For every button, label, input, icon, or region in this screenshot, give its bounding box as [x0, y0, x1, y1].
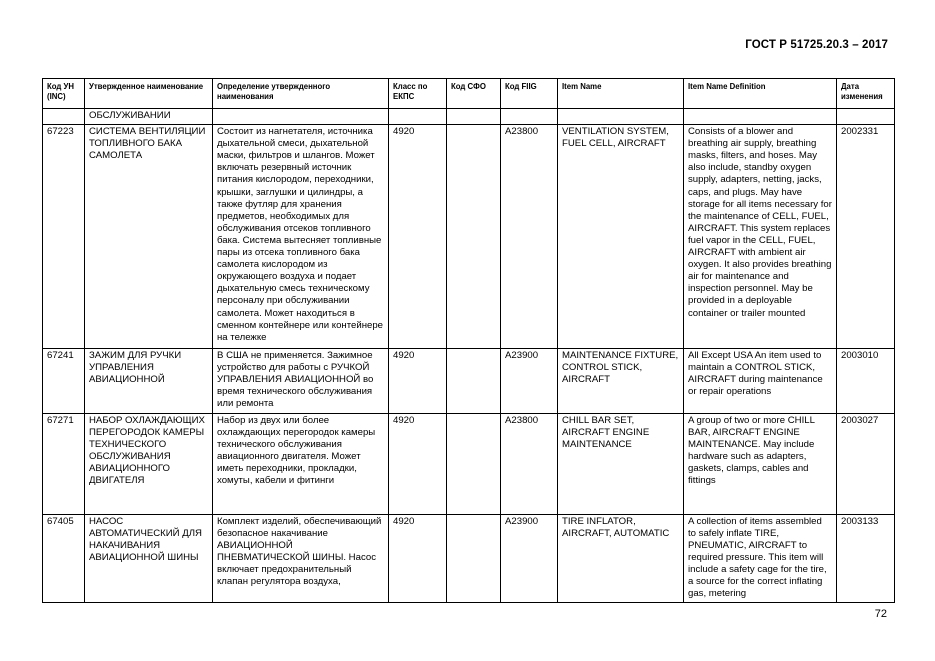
table-row	[43, 125, 895, 349]
cell-item-name: MAINTENANCE FIXTURE, CONTROL STICK, AIRCRAFT	[558, 349, 684, 413]
cell-inc: 67241	[43, 349, 85, 413]
cell-item-name: VENTILATION SYSTEM, FUEL CELL, AIRCRAFT	[558, 125, 684, 349]
column-header-date: Дата изменения	[837, 79, 895, 109]
cell-sfo	[447, 349, 501, 413]
cell-date: 2002331	[837, 125, 895, 349]
cell-inc: 67405	[43, 514, 85, 603]
cell-item-definition: A group of two or more CHILL BAR, AIRCRAFT ENGINE MAINTENANCE. May include hardware such as adapters, gaskets, clamps, cables and fittings	[684, 413, 837, 514]
column-header-definition: Определение утвержденного наименования	[213, 79, 389, 109]
column-header-item-definition: Item Name Definition	[684, 79, 837, 109]
page-number: 72	[874, 608, 887, 620]
cell-approved-name: ЗАЖИМ ДЛЯ РУЧКИ УПРАВЛЕНИЯ АВИАЦИОННОЙ	[85, 349, 213, 413]
cell-fiig: A23900	[501, 349, 558, 413]
cell-fiig: A23800	[501, 413, 558, 514]
catalog-table	[42, 78, 895, 603]
table-header-row	[43, 79, 895, 109]
continuation-name: ОБСЛУЖИВАНИИ	[85, 109, 213, 125]
table-row	[43, 413, 895, 514]
cell-item-name: CHILL BAR SET, AIRCRAFT ENGINE MAINTENANCE	[558, 413, 684, 514]
cell-definition: Комплект изделий, обеспечивающий безопасное накачивание АВИАЦИОННОЙ ПНЕВМАТИЧЕСКОЙ ШИНЫ. Насос включает предохранительный клапан регулятора воздуха,	[213, 514, 389, 603]
cell-sfo	[447, 125, 501, 349]
cell-approved-name: НАБОР ОХЛАЖДАЮЩИХ ПЕРЕГОРОДОК КАМЕРЫ ТЕХНИЧЕСКОГО ОБСЛУЖИВАНИЯ АВИАЦИОННОГО ДВИГАТЕЛЯ	[85, 413, 213, 514]
cell-date: 2003027	[837, 413, 895, 514]
cell-date: 2003133	[837, 514, 895, 603]
column-header-sfo: Код СФО	[447, 79, 501, 109]
cell-item-name: TIRE INFLATOR, AIRCRAFT, AUTOMATIC	[558, 514, 684, 603]
cell-approved-name: СИСТЕМА ВЕНТИЛЯЦИИ ТОПЛИВНОГО БАКА САМОЛЕТА	[85, 125, 213, 349]
cell-definition: Набор из двух или более охлаждающих перегородок камеры технического обслуживания авиационного двигателя. Может иметь переходники, прокладки, хомуты, кабели и фитинги	[213, 413, 389, 514]
cell-inc: 67271	[43, 413, 85, 514]
document-header: ГОСТ Р 51725.20.3 – 2017	[745, 39, 888, 51]
cell-definition: В США не применяется. Зажимное устройство для работы с РУЧКОЙ УПРАВЛЕНИЯ АВИАЦИОННОЙ во время технического обслуживания или ремонта	[213, 349, 389, 413]
cell-class: 4920	[389, 514, 447, 603]
cell-sfo	[447, 514, 501, 603]
column-header-item-name: Item Name	[558, 79, 684, 109]
cell-definition: Состоит из нагнетателя, источника дыхательной смеси, дыхательной маски, фильтров и шлангов. Может включать резервный источник питания кислородом, переходники, крышки, заглушки и цилиндры, а также футляр для хранения предметов, необходимых для обслуживания отсеков топливного бака. Система вытесняет топливные пары из отсека топливного бака самолета кислородом из окружающего воздуха и подает дыхательную смесь техническому персоналу при обслуживании самолета. Может находиться в сменном контейнере или контейнере на тележке	[213, 125, 389, 349]
column-header-approved-name: Утвержденное наименование	[85, 79, 213, 109]
table-row	[43, 349, 895, 413]
cell-item-definition: All Except USA An item used to maintain a CONTROL STICK, AIRCRAFT during maintenance or repair operations	[684, 349, 837, 413]
column-header-fiig: Код FIIG	[501, 79, 558, 109]
cell-item-definition: A collection of items assembled to safely inflate TIRE, PNEUMATIC, AIRCRAFT to required pressure. This item will include a safety cage for the tire, a source for the correct inflating gas, metering	[684, 514, 837, 603]
table-row	[43, 514, 895, 603]
cell-class: 4920	[389, 413, 447, 514]
cell-date: 2003010	[837, 349, 895, 413]
cell-class: 4920	[389, 349, 447, 413]
column-header-class: Класс по ЕКПС	[389, 79, 447, 109]
cell-approved-name: НАСОС АВТОМАТИЧЕСКИЙ ДЛЯ НАКАЧИВАНИЯ АВИАЦИОННОЙ ШИНЫ	[85, 514, 213, 603]
column-header-inc: Код УН (INC)	[43, 79, 85, 109]
cell-item-definition: Consists of a blower and breathing air supply, breathing masks, filters, and hoses. May also include, standby oxygen supply, adapters, netting, jacks, caps, and plugs. May have storage for all items necessary for the maintenance of CELL, FUEL, AIRCRAFT. This system replaces fuel vapor in the CELL, FUEL, AIRCRAFT with ambient air oxygen. It also provides breathing air for maintenance and inspection personnel. May be provided in a deployable container or trailer mounted	[684, 125, 837, 349]
cell-inc: 67223	[43, 125, 85, 349]
cell-sfo	[447, 413, 501, 514]
cell-fiig: A23800	[501, 125, 558, 349]
table-row-continuation	[43, 109, 895, 125]
cell-class: 4920	[389, 125, 447, 349]
cell-fiig: A23900	[501, 514, 558, 603]
